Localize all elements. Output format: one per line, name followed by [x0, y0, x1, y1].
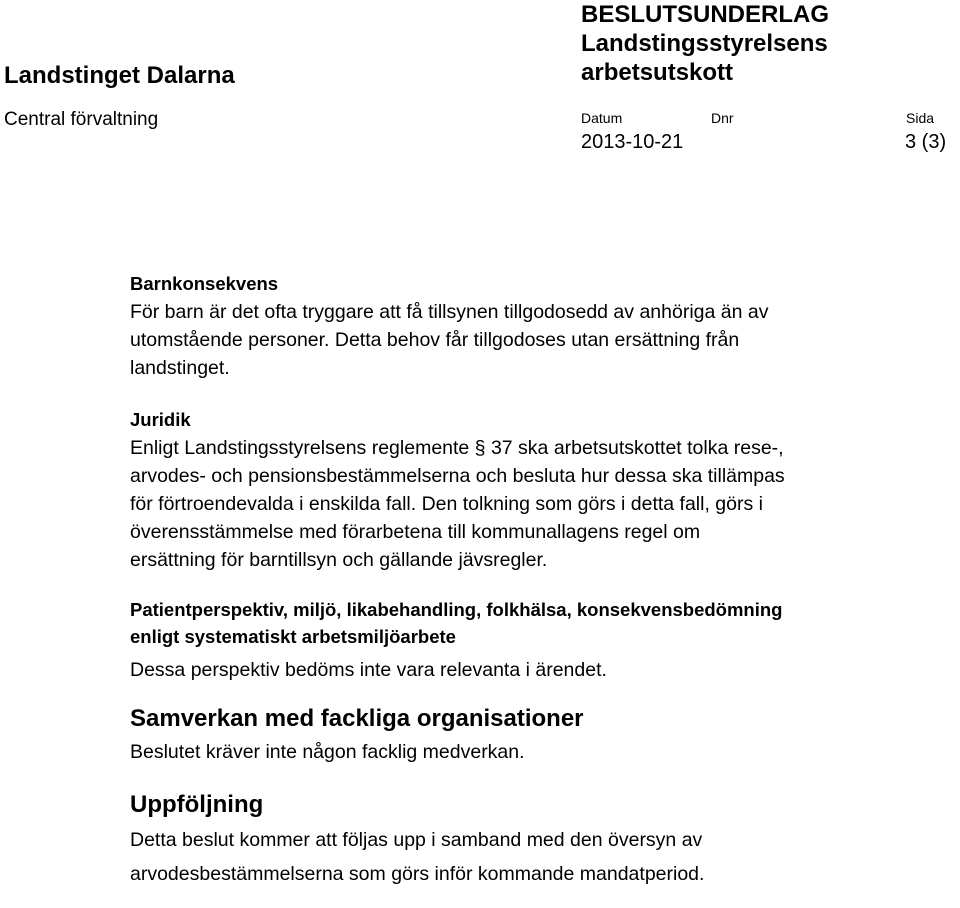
paragraph-line: Detta beslut kommer att följas upp i samband med den översyn av — [130, 829, 703, 851]
document-type — [581, 0, 829, 87]
section-heading-line-2: enligt systematiskt arbetsmiljöarbete — [130, 626, 456, 647]
section-barnkonsekvens — [130, 270, 960, 382]
section-heading-line-1: Patientperspektiv, miljö, likabehandling, folkhälsa, konsekvensbedömning — [130, 599, 783, 620]
document-type-line-2: Landstingsstyrelsens — [581, 30, 828, 57]
date-value: 2013-10-21 — [581, 131, 684, 153]
section-juridik — [130, 406, 960, 574]
paragraph-line: Beslutet kräver inte någon facklig medverkan. — [130, 741, 525, 763]
paragraph-line: ersättning för barntillsyn och gällande jävsregler. — [130, 549, 548, 571]
section-heading: Uppföljning — [130, 791, 264, 818]
section-heading: Barnkonsekvens — [130, 273, 279, 294]
section-samverkan — [130, 704, 960, 766]
document-body — [130, 270, 960, 888]
dnr-label: Dnr — [711, 110, 734, 126]
document-type-line-3: arbetsutskott — [581, 59, 734, 86]
paragraph-line: för förtroendevalda i enskilda fall. Den tolkning som görs i detta fall, görs i — [130, 493, 763, 515]
organization-name: Landstinget Dalarna — [4, 62, 235, 89]
document-type-line-1: BESLUTSUNDERLAG — [581, 1, 830, 28]
paragraph-line: utomstående personer. Detta behov får tillgodoses utan ersättning från — [130, 329, 740, 351]
section-heading: Samverkan med fackliga organisationer — [130, 705, 584, 732]
paragraph-line: Enligt Landstingsstyrelsens reglemente § 37 ska arbetsutskottet tolka rese-, — [130, 437, 784, 459]
paragraph-line: överensstämmelse med förarbetena till kommunallagens regel om — [130, 521, 701, 543]
department-name: Central förvaltning — [4, 109, 159, 130]
section-heading: Juridik — [130, 409, 191, 430]
paragraph-line: arvodesbestämmelserna som görs inför kommande mandatperiod. — [130, 863, 705, 885]
paragraph-line: landstinget. — [130, 357, 230, 379]
section-uppfoljning — [130, 790, 960, 888]
page-number: 3 (3) — [905, 131, 947, 153]
page-label: Sida — [906, 110, 935, 126]
date-label: Datum — [581, 110, 623, 126]
paragraph-line: arvodes- och pensionsbestämmelserna och besluta hur dessa ska tillämpas — [130, 465, 785, 487]
paragraph-line: Dessa perspektiv bedöms inte vara relevanta i ärendet. — [130, 659, 607, 681]
paragraph-line: För barn är det ofta tryggare att få tillsynen tillgodosedd av anhöriga än av — [130, 301, 769, 323]
section-patientperspektiv — [130, 596, 960, 684]
